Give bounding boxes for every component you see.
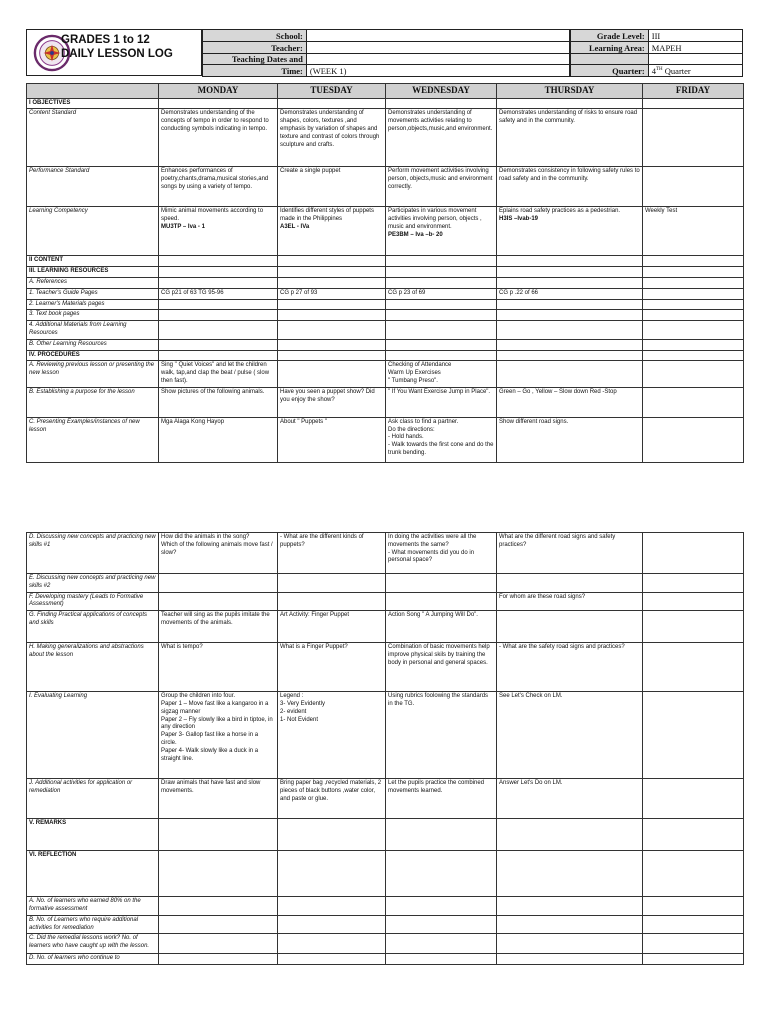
cell-thursday[interactable] (497, 692, 643, 779)
cell-text: Demonstrates understanding of the concepts of tempo in order to respond to conducting symbols indicating in tempo. (161, 110, 269, 133)
cell-wednesday[interactable] (386, 109, 497, 167)
cell-friday[interactable] (643, 954, 744, 965)
cell-monday[interactable] (159, 267, 278, 278)
cell-tuesday[interactable] (278, 98, 386, 109)
cell-tuesday[interactable] (278, 299, 386, 310)
cell-text: Have you seen a puppet show? Did you enjoy the show? (280, 388, 375, 403)
cell-friday[interactable] (643, 256, 744, 267)
cell-tuesday[interactable] (278, 167, 386, 207)
cell-wednesday[interactable] (386, 611, 497, 643)
row-label: Content Standard (27, 109, 159, 167)
corner-header-cell (27, 84, 159, 99)
day-header-monday: MONDAY (159, 84, 278, 99)
learning-area-field[interactable]: MAPEH (648, 41, 742, 53)
cell-tuesday[interactable] (278, 310, 386, 321)
table-row (27, 915, 744, 934)
title-box (26, 29, 202, 76)
table-row (27, 819, 744, 851)
cell-friday[interactable] (643, 387, 744, 417)
cell-wednesday[interactable] (386, 350, 497, 361)
cell-text: What are the different road signs and safety practices? (499, 534, 616, 548)
row-label: G. Finding Practical applications of concepts and skills (27, 611, 159, 643)
cell-friday[interactable] (643, 611, 744, 643)
table-row (27, 592, 744, 611)
row-label: H. Making generalizations and abstractions about the lesson (27, 643, 159, 692)
table-row (27, 207, 744, 256)
cell-monday[interactable] (159, 321, 278, 340)
cell-text: " If You Want Exercise Jump in Place". (388, 388, 491, 395)
cell-monday[interactable] (159, 339, 278, 350)
cell-wednesday[interactable] (386, 692, 497, 779)
school-field[interactable] (306, 30, 569, 42)
cell-monday[interactable] (159, 934, 278, 954)
cell-friday[interactable] (643, 167, 744, 207)
cell-monday[interactable] (159, 207, 278, 256)
table-row (27, 98, 744, 109)
row-label: Learning Competency (27, 207, 159, 256)
row-label: B. Other Learning Resources (27, 339, 159, 350)
cell-wednesday[interactable] (386, 915, 497, 934)
cell-wednesday[interactable] (386, 288, 497, 299)
day-header-thursday: THURSDAY (497, 84, 643, 99)
cell-text: Legend : 3- Very Evidently 2- evident 1- Not Evident (280, 693, 326, 723)
cell-thursday[interactable] (497, 417, 643, 462)
header-info-right (570, 29, 743, 77)
cell-wednesday[interactable] (386, 387, 497, 417)
day-header-row (27, 84, 744, 99)
cell-text: Identifies different styles of puppets made in the Philippines (280, 208, 374, 223)
day-header-tuesday: TUESDAY (278, 84, 386, 99)
day-header-wednesday: WEDNESDAY (386, 84, 497, 99)
table-row (27, 387, 744, 417)
cell-text: Checking of Attendance Warm Up Exercises " Tumbang Preso". (388, 362, 452, 385)
row-label: F. Developing mastery (Leads to Formative Assessment) (27, 592, 159, 611)
cell-tuesday[interactable] (278, 256, 386, 267)
cell-thursday[interactable] (497, 819, 643, 851)
cell-monday[interactable] (159, 592, 278, 611)
cell-text: Bring paper bag ,recycled materials, 2 pieces of black buttons ,water color, and paste or glue. (280, 780, 382, 802)
cell-text: Demonstrates understanding of movements activities relating to person,objects,music,and environment. (388, 110, 493, 133)
cell-thursday[interactable] (497, 915, 643, 934)
cell-thursday[interactable] (497, 574, 643, 593)
cell-friday[interactable] (643, 361, 744, 387)
cell-tuesday[interactable] (278, 278, 386, 289)
cell-thursday[interactable] (497, 339, 643, 350)
cell-thursday[interactable] (497, 779, 643, 819)
teacher-label: Teacher: (203, 41, 307, 53)
cell-wednesday[interactable] (386, 310, 497, 321)
cell-monday[interactable] (159, 915, 278, 934)
cell-wednesday[interactable] (386, 167, 497, 207)
cell-friday[interactable] (643, 934, 744, 954)
quarter-field-top[interactable] (648, 53, 742, 65)
cell-text: CG p .22 of 66 (499, 289, 539, 296)
cell-wednesday[interactable] (386, 98, 497, 109)
cell-tuesday[interactable] (278, 350, 386, 361)
competency-code: H3IS –Ivab-19 (499, 216, 539, 223)
cell-text: Green – Go , Yellow – Slow down Red -Stop (499, 388, 617, 395)
row-label: 1. Teacher's Guide Pages (27, 288, 159, 299)
cell-friday[interactable] (643, 267, 744, 278)
cell-wednesday[interactable] (386, 267, 497, 278)
cell-monday[interactable] (159, 417, 278, 462)
form-title-grades: GRADES 1 to 12 (61, 34, 150, 46)
cell-thursday[interactable] (497, 611, 643, 643)
cell-text: Ask class to find a partner. Do the directions: - Hold hands. - Walk towards the first cone and do the trunk bending. (388, 418, 494, 457)
row-label: C. Presenting Examples/instances of new lesson (27, 417, 159, 462)
row-label: A. References (27, 278, 159, 289)
row-label: VI. REFLECTION (27, 851, 159, 897)
table-row (27, 417, 744, 462)
table-row (27, 278, 744, 289)
table-row (27, 310, 744, 321)
cell-thursday[interactable] (497, 288, 643, 299)
cell-monday[interactable] (159, 299, 278, 310)
quarter-number: 4 (651, 66, 656, 76)
cell-text: - What are the safety road signs and practices? (499, 644, 625, 651)
quarter-label: Quarter: (571, 65, 649, 77)
cell-wednesday[interactable] (386, 533, 497, 574)
cell-friday[interactable] (643, 533, 744, 574)
cell-thursday[interactable] (497, 109, 643, 167)
cell-wednesday[interactable] (386, 278, 497, 289)
cell-monday[interactable] (159, 167, 278, 207)
table-row (27, 954, 744, 965)
cell-text: Enhances performances of poetry,chants,drama,musical stories,and songs by using a variety of tempo. (161, 168, 269, 191)
row-label: 4. Additional Materials from Learning Resources (27, 321, 159, 340)
cell-monday[interactable] (159, 256, 278, 267)
cell-thursday[interactable] (497, 299, 643, 310)
quarter-suffix: TH (656, 67, 663, 73)
header-info-left (202, 29, 570, 77)
row-label: 2. Learner's Materials pages (27, 299, 159, 310)
cell-wednesday[interactable] (386, 299, 497, 310)
cell-monday[interactable] (159, 643, 278, 692)
cell-tuesday[interactable] (278, 533, 386, 574)
row-label: IV. PROCEDURES (27, 350, 159, 361)
table-row (27, 934, 744, 954)
cell-monday[interactable] (159, 109, 278, 167)
cell-friday[interactable] (643, 915, 744, 934)
teacher-field[interactable] (306, 41, 569, 53)
cell-tuesday[interactable] (278, 692, 386, 779)
cell-wednesday[interactable] (386, 339, 497, 350)
cell-tuesday[interactable] (278, 819, 386, 851)
cell-friday[interactable] (643, 299, 744, 310)
table-row (27, 851, 744, 897)
cell-tuesday[interactable] (278, 339, 386, 350)
cell-monday[interactable] (159, 310, 278, 321)
cell-text: CG p 23 of 69 (388, 289, 426, 296)
cell-friday[interactable] (643, 278, 744, 289)
cell-friday[interactable] (643, 819, 744, 851)
cell-thursday[interactable] (497, 361, 643, 387)
cell-thursday[interactable] (497, 267, 643, 278)
cell-tuesday[interactable] (278, 109, 386, 167)
quarter-label-spacer (571, 53, 649, 65)
table-row (27, 897, 744, 916)
cell-friday[interactable] (643, 592, 744, 611)
cell-wednesday[interactable] (386, 934, 497, 954)
cell-monday[interactable] (159, 611, 278, 643)
cell-friday[interactable] (643, 98, 744, 109)
cell-wednesday[interactable] (386, 256, 497, 267)
cell-thursday[interactable] (497, 897, 643, 916)
competency-code: MU3TP – Iva - 1 (161, 224, 205, 231)
cell-monday[interactable] (159, 387, 278, 417)
cell-thursday[interactable] (497, 256, 643, 267)
cell-tuesday[interactable] (278, 321, 386, 340)
cell-thursday[interactable] (497, 643, 643, 692)
row-label: A. Reviewing previous lesson or presenting the new lesson (27, 361, 159, 387)
cell-text: Teacher will sing as the pupils imitate the movements of the animals. (161, 612, 270, 626)
cell-wednesday[interactable] (386, 592, 497, 611)
cell-monday[interactable] (159, 278, 278, 289)
cell-friday[interactable] (643, 350, 744, 361)
cell-tuesday[interactable] (278, 779, 386, 819)
cell-friday[interactable] (643, 643, 744, 692)
table-row (27, 574, 744, 593)
teaching-dates-label-line2: Time: (203, 65, 307, 77)
cell-thursday[interactable] (497, 592, 643, 611)
cell-text: Combination of basic movements help improve physical skils by training the body in personal and general spaces. (388, 644, 490, 666)
table-row (27, 350, 744, 361)
cell-friday[interactable] (643, 692, 744, 779)
cell-wednesday[interactable] (386, 819, 497, 851)
cell-text: About " Puppets " (280, 418, 327, 425)
cell-tuesday[interactable] (278, 611, 386, 643)
row-label: E. Discussing new concepts and practicing new skills #2 (27, 574, 159, 593)
row-label: B. No. of Learners who require additional activities for remediation (27, 915, 159, 934)
cell-friday[interactable] (643, 897, 744, 916)
quarter-field[interactable] (648, 65, 742, 77)
row-label: J. Additional activities for application or remediation (27, 779, 159, 819)
cell-thursday[interactable] (497, 934, 643, 954)
competency-code: PE3BM – Iva –b- 20 (388, 231, 443, 238)
table-row (27, 256, 744, 267)
cell-tuesday[interactable] (278, 574, 386, 593)
cell-wednesday[interactable] (386, 643, 497, 692)
quarter-word: Quarter (662, 66, 691, 76)
row-label: II CONTENT (27, 256, 159, 267)
cell-text: Sing " Quiet Voices" and let the children walk, tap,and clap the beat / pulse ( slow then fast). (161, 362, 270, 385)
cell-friday[interactable] (643, 779, 744, 819)
cell-text: What is tempo? (161, 644, 203, 651)
row-label: V. REMARKS (27, 819, 159, 851)
cell-text: CG p 27 of 93 (280, 289, 318, 296)
cell-thursday[interactable] (497, 321, 643, 340)
cell-tuesday[interactable] (278, 288, 386, 299)
cell-thursday[interactable] (497, 533, 643, 574)
cell-thursday[interactable] (497, 387, 643, 417)
cell-text: What is a Finger Puppet? (280, 644, 348, 651)
cell-tuesday[interactable] (278, 267, 386, 278)
cell-monday[interactable] (159, 819, 278, 851)
form-title-dll: DAILY LESSON LOG (61, 48, 173, 60)
table-row (27, 109, 744, 167)
table-row (27, 299, 744, 310)
teaching-dates-field-top[interactable] (306, 53, 569, 65)
cell-wednesday[interactable] (386, 779, 497, 819)
cell-wednesday[interactable] (386, 321, 497, 340)
cell-tuesday[interactable] (278, 643, 386, 692)
cell-tuesday[interactable] (278, 207, 386, 256)
cell-friday[interactable] (643, 574, 744, 593)
row-label: I OBJECTIVES (27, 98, 159, 109)
cell-tuesday[interactable] (278, 897, 386, 916)
table-row (27, 611, 744, 643)
row-label: 3. Text book pages (27, 310, 159, 321)
cell-friday[interactable] (643, 310, 744, 321)
table-row (27, 267, 744, 278)
cell-text: Show pictures of the following animals. (161, 388, 265, 395)
cell-text: Create a single puppet (280, 168, 341, 175)
cell-text: Participates in various movement activities involving person, objects , music and environment. (388, 208, 482, 231)
cell-friday[interactable] (643, 207, 744, 256)
cell-friday[interactable] (643, 109, 744, 167)
cell-tuesday[interactable] (278, 592, 386, 611)
table-row (27, 533, 744, 574)
cell-text: Mga Alaga Kong Hayop (161, 418, 225, 425)
cell-text: Eplains road safety practices as a pedestrian. (499, 208, 621, 215)
competency-code: A3EL - IVa (280, 224, 310, 231)
day-header-friday: FRIDAY (643, 84, 744, 99)
cell-monday[interactable] (159, 98, 278, 109)
cell-wednesday[interactable] (386, 361, 497, 387)
cell-thursday[interactable] (497, 98, 643, 109)
cell-text: Answer Let's Do on LM. (499, 780, 563, 787)
cell-tuesday[interactable] (278, 954, 386, 965)
cell-text: Using rubrics foolowing the standards in the TG. (388, 693, 489, 707)
cell-text: Demonstrates understanding of risks to ensure road safety and in the community. (499, 110, 638, 125)
table-row (27, 321, 744, 340)
cell-wednesday[interactable] (386, 954, 497, 965)
table-row (27, 779, 744, 819)
table-row (27, 643, 744, 692)
cell-wednesday[interactable] (386, 207, 497, 256)
cell-tuesday[interactable] (278, 915, 386, 934)
cell-thursday[interactable] (497, 278, 643, 289)
cell-text: Weekly Test (645, 208, 678, 215)
cell-tuesday[interactable] (278, 417, 386, 462)
cell-monday[interactable] (159, 851, 278, 897)
cell-monday[interactable] (159, 533, 278, 574)
table-row (27, 167, 744, 207)
cell-tuesday[interactable] (278, 851, 386, 897)
cell-text: Show different road signs. (499, 418, 569, 425)
cell-text: For whom are these road signs? (499, 593, 586, 600)
row-label: I. Evaluating Learning (27, 692, 159, 779)
cell-text: Draw animals that have fast and slow movements. (161, 780, 261, 794)
cell-text: - What are the different kinds of puppets? (280, 534, 364, 548)
cell-thursday[interactable] (497, 167, 643, 207)
table-row (27, 692, 744, 779)
cell-friday[interactable] (643, 339, 744, 350)
grade-level-field[interactable]: III (648, 30, 742, 42)
cell-text: Mimic animal movements according to speed. (161, 208, 264, 223)
cell-friday[interactable] (643, 851, 744, 897)
cell-text: Group the children into four. Paper 1 – Move fast like a kangaroo in a sigzag manner Paper 2 – Fly slowly like a bird in tiptoe, in any direction Paper 3- Gallop fast like a horse in a circle. Paper 4- Walk slowly like a duck in a straight line. (161, 693, 273, 762)
cell-thursday[interactable] (497, 954, 643, 965)
cell-thursday[interactable] (497, 350, 643, 361)
cell-text: Action Song " A Jumping Will Do". (388, 612, 478, 619)
cell-monday[interactable] (159, 361, 278, 387)
cell-tuesday[interactable] (278, 387, 386, 417)
log-header (26, 29, 743, 76)
cell-text: Let the pupils practice the combined movements learned. (388, 780, 485, 794)
teaching-dates-label-line1: Teaching Dates and (203, 53, 307, 65)
grade-level-label: Grade Level: (571, 30, 649, 42)
cell-monday[interactable] (159, 288, 278, 299)
table-row (27, 339, 744, 350)
cell-text: How did the animals in the song? Which of the following animals move fast / slow? (161, 534, 273, 556)
cell-monday[interactable] (159, 897, 278, 916)
cell-monday[interactable] (159, 350, 278, 361)
cell-thursday[interactable] (497, 310, 643, 321)
cell-text: Art Activity: Finger Puppet (280, 612, 350, 619)
cell-text: CG p21 of 63 TG 95-96 (161, 289, 224, 296)
cell-text: Demonstrates consistency in following safety rules to road safety and in the community. (499, 168, 640, 183)
row-label: B. Establishing a purpose for the lesson (27, 387, 159, 417)
row-label: A. No. of learners who earned 80% on the formative assessment (27, 897, 159, 916)
table-row (27, 361, 744, 387)
cell-text: In doing the activities were all the movements the same? - What movements did you do in personal space? (388, 534, 477, 564)
cell-friday[interactable] (643, 321, 744, 340)
cell-text: Perform movement activities involving person, objects,music and environment correctly. (388, 168, 493, 191)
cell-wednesday[interactable] (386, 897, 497, 916)
row-label: D. Discussing new concepts and practicing new skills #1 (27, 533, 159, 574)
cell-text: See Let's Check on LM. (499, 693, 563, 700)
cell-thursday[interactable] (497, 851, 643, 897)
cell-wednesday[interactable] (386, 574, 497, 593)
row-label: Performance Standard (27, 167, 159, 207)
row-label: III. LEARNING RESOURCES (27, 267, 159, 278)
row-label: C. Did the remedial lessons work? No. of learners who have caught up with the lesson. (27, 934, 159, 954)
cell-friday[interactable] (643, 288, 744, 299)
cell-wednesday[interactable] (386, 851, 497, 897)
cell-thursday[interactable] (497, 207, 643, 256)
cell-tuesday[interactable] (278, 934, 386, 954)
learning-area-label: Learning Area: (571, 41, 649, 53)
lesson-log-table-page1 (26, 83, 744, 463)
row-label: D. No. of learners who continue to (27, 954, 159, 965)
cell-monday[interactable] (159, 574, 278, 593)
teaching-dates-field[interactable]: (WEEK 1) (306, 65, 569, 77)
cell-monday[interactable] (159, 954, 278, 965)
lesson-log-table-page2 (26, 532, 744, 965)
cell-monday[interactable] (159, 779, 278, 819)
cell-friday[interactable] (643, 417, 744, 462)
school-label: School: (203, 30, 307, 42)
cell-tuesday[interactable] (278, 361, 386, 387)
cell-text: Demonstrates understanding of shapes, colors, textures ,and emphasis by variation of shapes and texture and contrast of colors through sculpture and crafts. (280, 110, 380, 148)
cell-wednesday[interactable] (386, 417, 497, 462)
cell-monday[interactable] (159, 692, 278, 779)
table-row (27, 288, 744, 299)
